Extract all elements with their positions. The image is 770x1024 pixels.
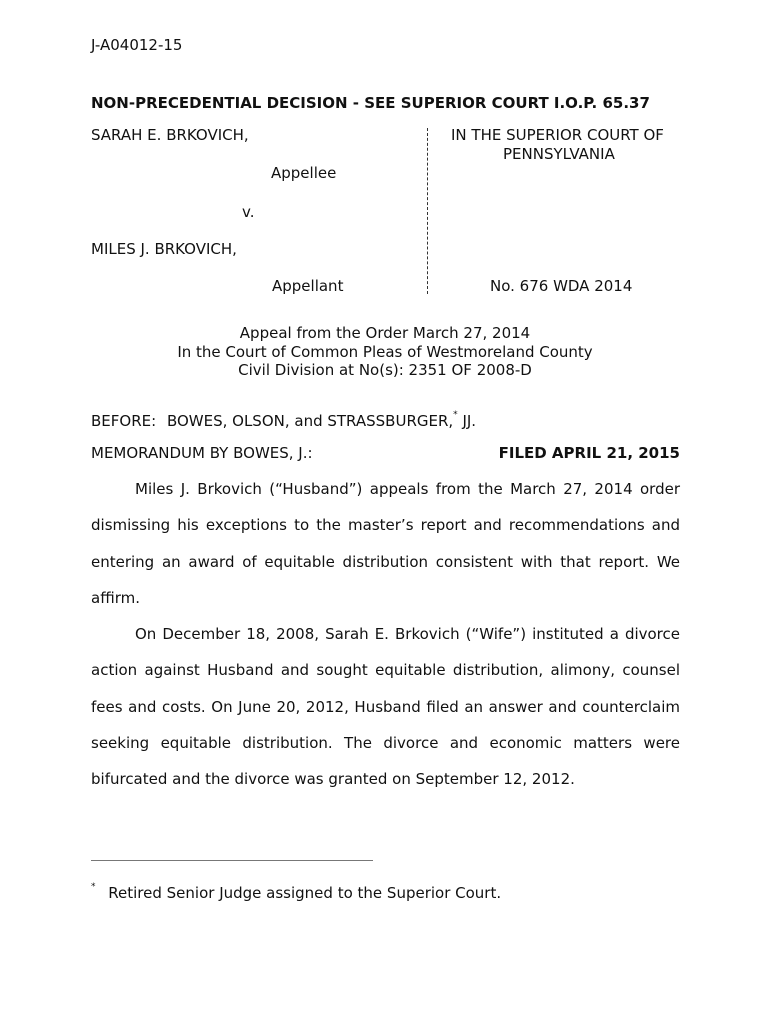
footnote-marker[interactable]: * [453,410,458,420]
before-panel [91,412,476,430]
footnote-text: Retired Senior Judge assigned to the Superior Court. [108,884,502,902]
plaintiff-role: Appellee [271,164,337,182]
footnote-marker-bottom: * [91,882,96,892]
before-label: BEFORE: [91,412,157,430]
case-number: No. 676 WDA 2014 [490,277,633,295]
appeal-line2: In the Court of Common Pleas of Westmoreland County [177,343,593,361]
before-judges: BOWES, OLSON, and STRASSBURGER, [166,412,454,430]
paragraph-1: Miles J. Brkovich (“Husband”) appeals from the March 27, 2014 order dismissing his exceptions to the master’s report and recommendations and entering an award of equitable distribution consistent with that report. We affirm. [91,480,680,607]
defendant-role: Appellant [272,277,344,295]
appeal-line1: Appeal from the Order March 27, 2014 [239,324,531,342]
docket-code: J-A04012-15 [91,36,183,54]
memorandum-author: MEMORANDUM BY BOWES, J.: [91,444,313,462]
court-name-line1: IN THE SUPERIOR COURT OF [451,126,664,144]
court-name-line2: PENNSYLVANIA [503,145,615,163]
footnote-rule [91,860,373,861]
opinion-body [91,471,680,798]
defendant-name: MILES J. BRKOVICH, [91,240,237,258]
plaintiff-name: SARAH E. BRKOVICH, [91,126,249,144]
before-suffix: JJ. [462,412,477,430]
filed-date: FILED APRIL 21, 2015 [498,444,680,462]
paragraph-2: On December 18, 2008, Sarah E. Brkovich (“Wife”) instituted a divorce action against Husband and sought equitable distribution, alimony, counsel fees and costs. On June 20, 2012, Husband filed an answer and counterclaim seeking equitable distribution. The divorce and economic matters were bifurcated and the divorce was granted on September 12, 2012. [91,625,680,789]
caption-divider [427,128,428,294]
appeal-line3: Civil Division at No(s): 2351 OF 2008-D [238,361,532,379]
footnote [91,884,501,902]
non-precedential-notice: NON-PRECEDENTIAL DECISION - SEE SUPERIOR COURT I.O.P. 65.37 [91,94,650,112]
versus: v. [242,203,255,221]
